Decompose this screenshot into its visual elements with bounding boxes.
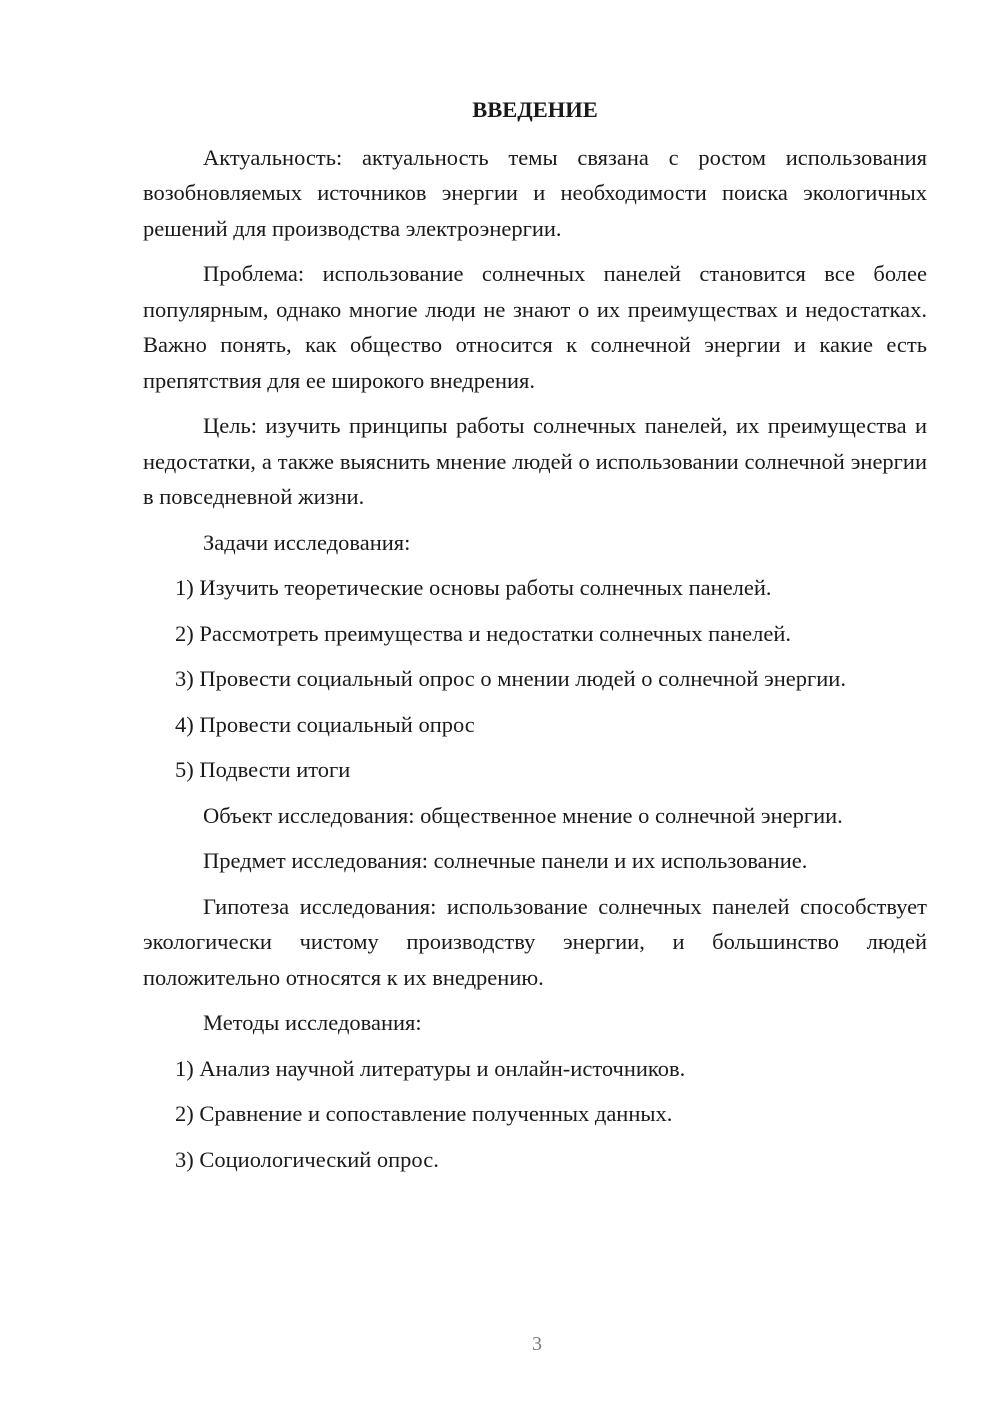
method-item: 1) Анализ научной литературы и онлайн-источников.: [175, 1055, 686, 1081]
problem-paragraph: Проблема: использование солнечных панелей становится все более популярным, однако многие люди не знают о их преимуществах и недостатках. Важно понять, как общество относится к солнечной энергии и какие есть препятствия для ее широкого внедрения.: [143, 261, 927, 393]
page-content: [143, 92, 927, 1187]
task-item: 3) Провести социальный опрос о мнении людей о солнечной энергии.: [175, 666, 846, 691]
goal-paragraph: Цель: изучить принципы работы солнечных панелей, их преимущества и недостатки, а также выяснить мнение людей о использовании солнечной энергии в повседневной жизни.: [143, 413, 927, 509]
page-number: 3: [532, 1333, 542, 1355]
hypothesis-paragraph: Гипотеза исследования: использование солнечных панелей способствует экологически чистому производству энергии, и большинство людей положительно относятся к их внедрению.: [143, 893, 927, 990]
subject-paragraph: Предмет исследования: солнечные панели и их использование.: [203, 848, 808, 873]
task-item: 2) Рассмотреть преимущества и недостатки солнечных панелей.: [175, 620, 792, 646]
tasks-list: [143, 570, 927, 788]
task-item: 4) Провести социальный опрос: [175, 711, 475, 737]
object-paragraph: Объект исследования: общественное мнение о солнечной энергии.: [203, 802, 843, 828]
methods-title: Методы исследования:: [203, 1010, 422, 1035]
tasks-title: Задачи исследования:: [203, 529, 411, 555]
method-item: 3) Социологический опрос.: [175, 1146, 439, 1172]
task-item: 5) Подвести итоги: [175, 757, 351, 782]
task-item: 1) Изучить теоретические основы работы солнечных панелей.: [175, 575, 772, 600]
method-item: 2) Сравнение и сопоставление полученных данных.: [175, 1101, 673, 1126]
section-heading: ВВЕДЕНИЕ: [472, 97, 598, 122]
relevance-paragraph: Актуальность: актуальность темы связана с ростом использования возобновляемых источников энергии и необходимости поиска экологичных решений для производства электроэнергии.: [143, 144, 927, 241]
methods-list: [143, 1051, 927, 1178]
